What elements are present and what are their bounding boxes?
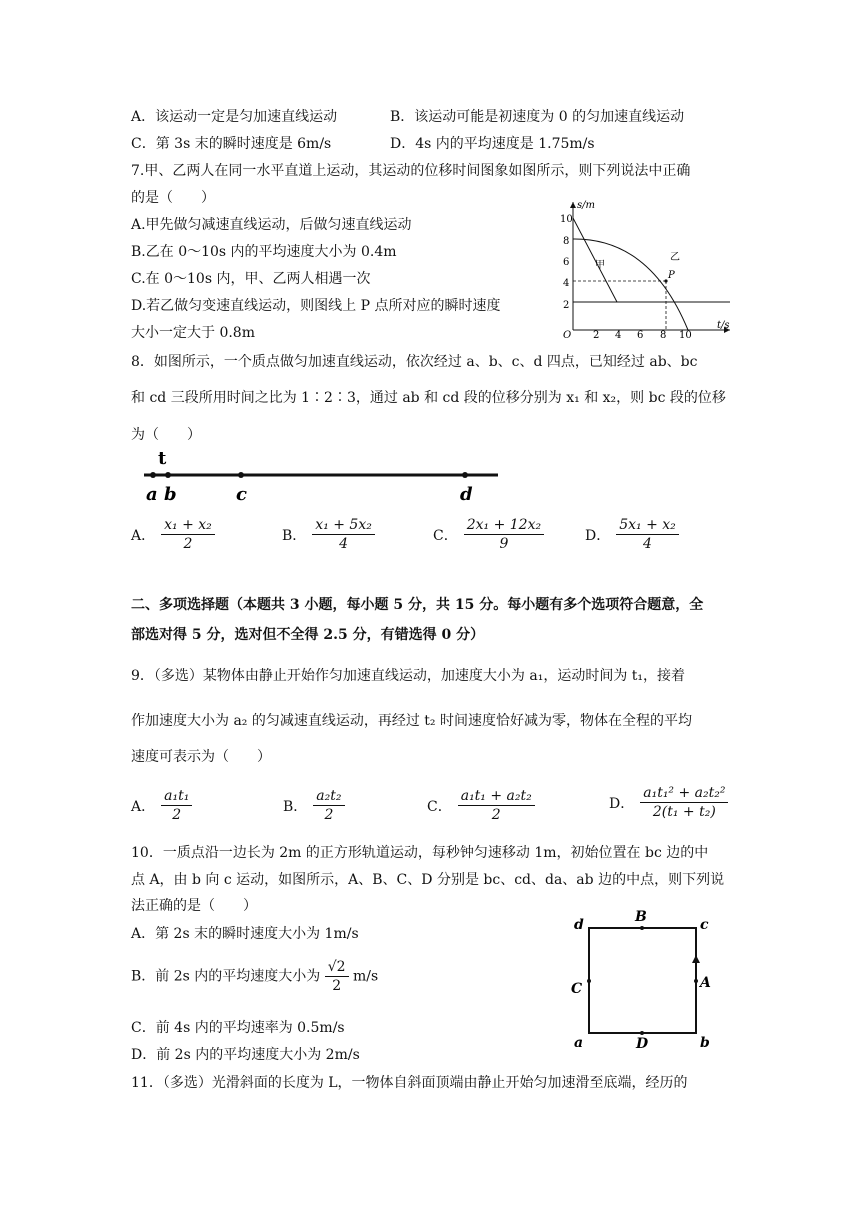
q8-option-a: A． $\frac{\text{x₁ + x₂}}{2}$ (131, 516, 215, 553)
label-yi: 乙 (670, 252, 680, 263)
q7-option-a: A.甲先做匀减速直线运动，后做匀速直线运动 (131, 217, 412, 233)
q8-points-diagram (140, 448, 502, 506)
q10-square-track-diagram (566, 905, 726, 1050)
q8-option-c: C． $\frac{\text{2x₁ + 12x₂}}{9}$ (433, 516, 544, 553)
corner-b: b (700, 1035, 710, 1050)
q9-option-d: D． $\frac{\text{a₁t₁² + a₂t₂²}}{\text{2(t₁ + t₂)}}$ (609, 784, 728, 821)
q10-line2: 点 A，由 b 向 c 运动，如图所示，A、B、C、D 分别是 bc、cd、da、ab 边的中点，则下列说 (131, 872, 725, 888)
q6-option-a: A．该运动一定是匀加速直线运动 (131, 109, 338, 125)
q7-stem-line2: 的是（ ） (131, 190, 215, 206)
q10-option-c: C．前 4s 内的平均速率为 0.5m/s (131, 1020, 345, 1036)
y-tick: 10 (560, 214, 573, 225)
mid-d: D (636, 1036, 649, 1050)
q7-option-d-line1: D.若乙做匀变速直线运动，则图线上 P 点所对应的瞬时速度 (131, 298, 501, 314)
x-tick: 2 (593, 330, 600, 340)
q10-line1: 10．一质点沿一边长为 2m 的正方形轨道运动，每秒钟匀速移动 1m，初始位置在 bc 边的中 (131, 845, 709, 861)
label-d: d (460, 484, 473, 505)
q6-option-b: B．该运动可能是初速度为 0 的匀加速直线运动 (390, 109, 685, 125)
q10-option-d: D．前 2s 内的平均速度大小为 2m/s (131, 1047, 360, 1063)
q9-option-b: B． $\frac{\text{a₂t₂}}{2}$ (283, 787, 345, 824)
section2-heading-line2: 部选对得 5 分，选对但不全得 2.5 分，有错选得 0 分） (131, 627, 485, 643)
q9-option-c: C． $\frac{\text{a₁t₁ + a₂t₂}}{2}$ (427, 787, 535, 824)
q7-option-b: B.乙在 0～10s 内的平均速度大小为 0.4m (131, 244, 397, 260)
y-tick: 6 (563, 257, 570, 268)
label-a: a (146, 484, 158, 505)
corner-d: d (574, 917, 584, 933)
y-tick: 8 (563, 236, 570, 247)
q8-option-b: B． $\frac{\text{x₁ + 5x₂}}{4}$ (282, 516, 375, 553)
q8-option-d: D． $\frac{\text{5x₁ + x₂}}{4}$ (585, 516, 679, 553)
q7-position-time-graph (555, 198, 735, 340)
q8-line2: 和 cd 三段所用时间之比为 1∶2∶3，通过 ab 和 cd 段的位移分别为 x₁ 和 x₂，则 bc 段的位移 (131, 390, 726, 406)
mid-a: A (700, 975, 711, 991)
label-b: b (164, 484, 177, 505)
q7-option-d-line2: 大小一定大于 0.8m (131, 325, 255, 341)
label-c: c (236, 484, 247, 505)
q10-option-a: A．第 2s 末的瞬时速度大小为 1m/s (131, 926, 359, 942)
q9-line3: 速度可表示为（ ） (131, 749, 271, 765)
q7-option-c: C.在 0～10s 内，甲、乙两人相遇一次 (131, 271, 371, 287)
origin-label: O (563, 330, 572, 340)
q9-option-a: A． $\frac{\text{a₁t₁}}{2}$ (131, 787, 192, 824)
y-tick: 2 (563, 300, 570, 311)
q10-option-b: B．前 2s 内的平均速度大小为 $\frac{√2}{2}$ m/s (131, 959, 379, 994)
x-axis-label: t/s (717, 320, 730, 331)
q9-line1: 9．（多选）某物体由静止开始作匀加速直线运动，加速度大小为 a₁，运动时间为 t₁，接着 (131, 668, 686, 684)
q10-line3: 法正确的是（ ） (131, 898, 257, 914)
x-tick: 4 (615, 330, 622, 340)
q6-option-c: C．第 3s 末的瞬时速度是 6m/s (131, 136, 332, 152)
x-tick: 8 (660, 330, 667, 340)
y-tick: 4 (563, 278, 570, 289)
q6-option-d: D．4s 内的平均速度是 1.75m/s (390, 136, 595, 152)
x-tick: 10 (679, 330, 692, 340)
label-jia: 甲 (595, 260, 605, 271)
q8-line1: 8．如图所示，一个质点做匀加速直线运动，依次经过 a、b、c、d 四点，已知经过 ab、bc (131, 354, 698, 370)
q8-line3: 为（ ） (131, 427, 201, 443)
q7-stem-line1: 7.甲、乙两人在同一水平直道上运动，其运动的位移时间图象如图所示，则下列说法中正确 (131, 163, 691, 179)
mid-c: C (571, 981, 583, 997)
section2-heading-line1: 二、多项选择题（本题共 3 小题，每小题 5 分，共 15 分。每小题有多个选项符合题意，全 (131, 597, 704, 613)
corner-a: a (574, 1035, 584, 1050)
label-p: P (668, 270, 675, 281)
label-t: t (158, 448, 167, 469)
corner-c: c (700, 917, 709, 933)
mid-b: B (635, 909, 647, 925)
y-axis-label: s/m (577, 200, 595, 211)
q11-line1: 11．（多选）光滑斜面的长度为 L，一物体自斜面顶端由静止开始匀加速滑至底端，经历的 (131, 1075, 688, 1091)
x-tick: 6 (637, 330, 644, 340)
q9-line2: 作加速度大小为 a₂ 的匀减速直线运动，再经过 t₂ 时间速度恰好减为零，物体在全程的平均 (131, 713, 692, 729)
